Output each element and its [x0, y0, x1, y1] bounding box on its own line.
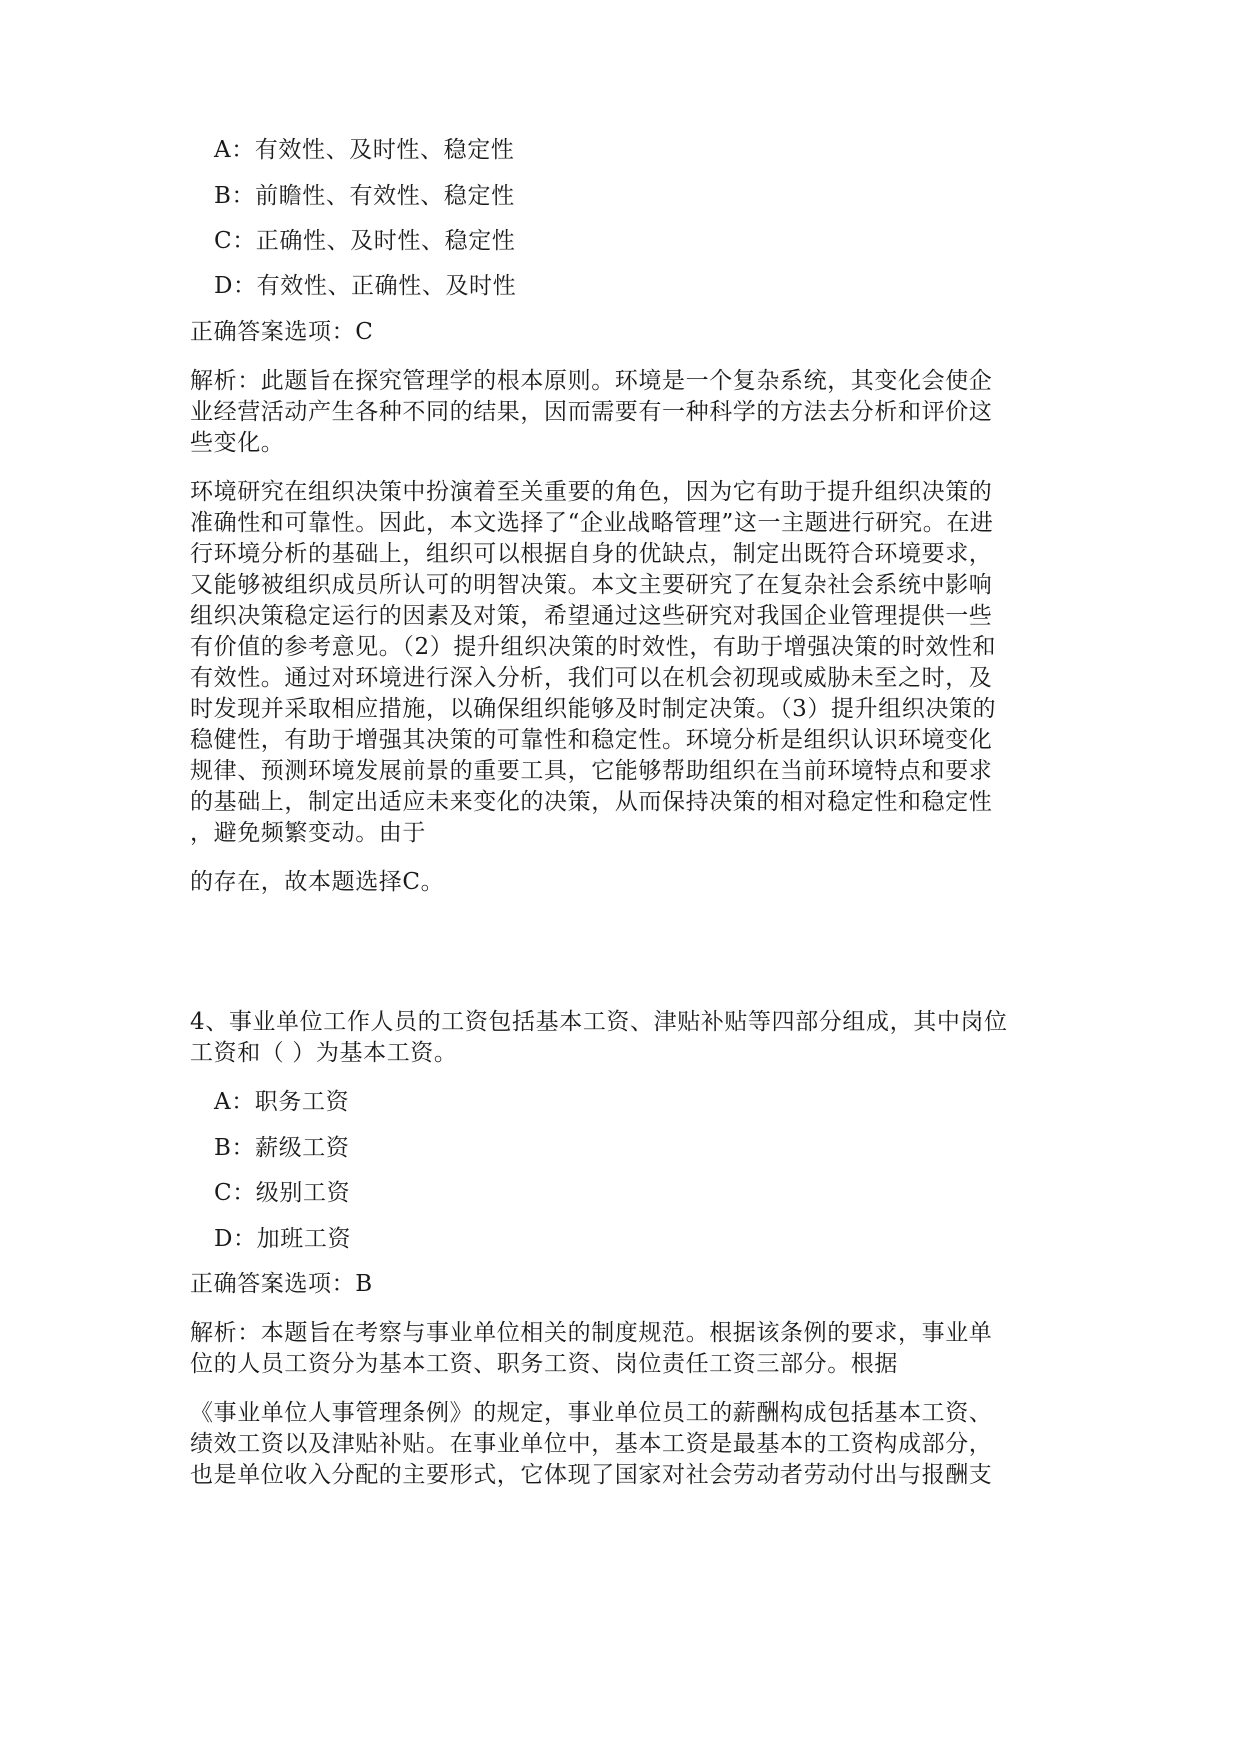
q3-option-a: A：有效性、及时性、稳定性	[214, 137, 515, 163]
q4-paragraph-line: 绩效工资以及津贴补贴。在事业单位中，基本工资是最基本的工资构成部分，	[190, 1431, 993, 1457]
q3-analysis-line: 业经营活动产生各种不同的结果，因而需要有一种科学的方法去分析和评价这	[190, 399, 993, 425]
q4-option-a: A：职务工资	[214, 1089, 350, 1115]
q4-paragraph-line: 《事业单位人事管理条例》的规定，事业单位员工的薪酬构成包括基本工资、	[190, 1400, 993, 1426]
q3-option-b: B：前瞻性、有效性、稳定性	[214, 183, 515, 209]
q4-option-c: C：级别工资	[214, 1180, 351, 1206]
q3-paragraph-line: 又能够被组织成员所认可的明智决策。本文主要研究了在复杂社会系统中影响	[190, 572, 993, 598]
q4-paragraph-line: 也是单位收入分配的主要形式，它体现了国家对社会劳动者劳动付出与报酬支	[190, 1462, 993, 1488]
q3-paragraph-line: 有效性。通过对环境进行深入分析，我们可以在机会初现或威胁未至之时，及	[190, 665, 993, 691]
q3-paragraph-line: 有价值的参考意见。（2）提升组织决策的时效性，有助于增强决策的时效性和	[190, 634, 997, 660]
q4-question-line: 工资和（ ）为基本工资。	[190, 1040, 458, 1066]
q3-paragraph-line: 时发现并采取相应措施，以确保组织能够及时制定决策。（3）提升组织决策的	[190, 696, 997, 722]
q3-paragraph-line: 的基础上，制定出适应未来变化的决策，从而保持决策的相对稳定性和稳定性	[190, 789, 993, 815]
q4-analysis-line: 位的人员工资分为基本工资、职务工资、岗位责任工资三部分。根据	[190, 1351, 898, 1377]
q4-option-b: B：薪级工资	[214, 1135, 350, 1161]
q3-conclusion: 的存在，故本题选择C。	[190, 869, 445, 895]
q3-paragraph-line: 准确性和可靠性。因此，本文选择了“企业战略管理”这一主题进行研究。在进	[190, 510, 994, 536]
q3-analysis-line: 解析：此题旨在探究管理学的根本原则。环境是一个复杂系统，其变化会使企	[190, 368, 993, 394]
q3-paragraph-line: ，避免频繁变动。由于	[190, 820, 426, 846]
q3-analysis-line: 些变化。	[190, 430, 285, 456]
q3-option-d: D：有效性、正确性、及时性	[214, 273, 517, 299]
q3-paragraph-line: 稳健性，有助于增强其决策的可靠性和稳定性。环境分析是组织认识环境变化	[190, 727, 993, 753]
q3-paragraph-line: 行环境分析的基础上，组织可以根据自身的优缺点，制定出既符合环境要求，	[190, 541, 993, 567]
q4-question-line: 4、事业单位工作人员的工资包括基本工资、津贴补贴等四部分组成，其中岗位	[190, 1009, 1008, 1035]
q3-paragraph-line: 规律、预测环境发展前景的重要工具，它能够帮助组织在当前环境特点和要求	[190, 758, 993, 784]
q4-answer: 正确答案选项：B	[190, 1271, 373, 1297]
q3-option-c: C：正确性、及时性、稳定性	[214, 228, 516, 254]
q3-paragraph-line: 组织决策稳定运行的因素及对策，希望通过这些研究对我国企业管理提供一些	[190, 603, 993, 629]
q4-option-d: D：加班工资	[214, 1226, 352, 1252]
q3-answer: 正确答案选项：C	[190, 319, 374, 345]
q3-paragraph-line: 环境研究在组织决策中扮演着至关重要的角色，因为它有助于提升组织决策的	[190, 479, 993, 505]
q4-analysis-line: 解析：本题旨在考察与事业单位相关的制度规范。根据该条例的要求，事业单	[190, 1320, 993, 1346]
